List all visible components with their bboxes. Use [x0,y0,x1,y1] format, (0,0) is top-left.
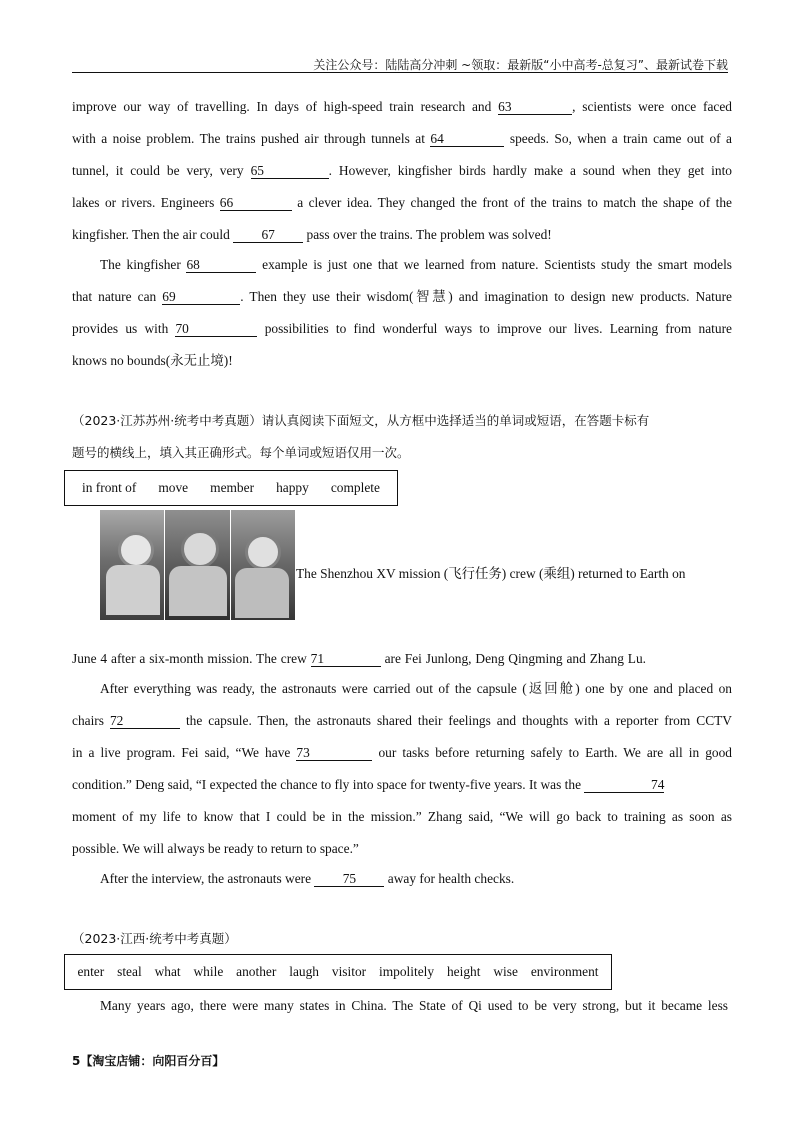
word-option: another [236,964,277,979]
section2-intro-line-2: 题号的横线上，填入其正确形式。每个单词或短语仅用一次。 [72,445,410,460]
passage1-line-7 [72,289,732,305]
photo-panel-2 [164,510,229,620]
text-span: away for health checks. [387,871,515,886]
suit-shape [169,566,227,616]
photo-panel-1 [100,510,164,620]
word-option: in front of [82,480,137,495]
blank-70[interactable]: 70 [175,322,257,337]
text-span: a clever idea. They changed the front of the trains to match the shape of the [297,195,732,210]
blank-74[interactable]: 74 [584,778,664,793]
text-span: provides us with [72,321,169,336]
text-span: . However, kingfisher birds hardly make a sound when they get into [328,163,733,178]
section2-intro-line-1: （2023·江苏苏州·统考中考真题）请认真阅读下面短文，从方框中选择适当的单词或短语，在答题卡标有 [72,413,650,428]
section2-line-9 [100,871,660,887]
word-option: move [158,480,189,495]
text-span: are Fei Junlong, Deng Qingming and Zhang Lu. [384,651,646,666]
word-option: happy [276,480,309,495]
suit-shape [235,568,289,618]
section3-line-1: Many years ago, there were many states in China. The State of Qi used to be very strong, but it became less [100,998,728,1013]
text-span: our tasks before returning safely to Earth. We are all in good [378,745,732,760]
text-span: condition.” Deng said, “I expected the chance to fly into space for twenty-five years. It was the [72,777,582,792]
word-option: enter [77,964,105,979]
blank-65[interactable]: 65 [251,164,329,179]
section2-line-7: moment of my life to know that I could be in the mission.” Zhang said, “We will go back to training as soon as [72,809,732,824]
section2-line-3: After everything was ready, the astronauts were carried out of the capsule (返回舱) one by one and placed on [100,681,732,696]
word-option: height [446,964,481,979]
word-option: steal [117,964,142,979]
text-span: lakes or rivers. Engineers [72,195,215,210]
word-option: impolitely [379,964,435,979]
section2-line-6 [72,777,756,793]
word-option: complete [330,480,380,495]
section3-intro: （2023·江西·统考中考真题） [72,931,237,946]
blank-71[interactable]: 71 [311,652,381,667]
passage1-line-6 [100,257,732,273]
header-divider [72,72,728,73]
text-span: . Then they use their wisdom(智慧) and imagination to design new products. Nature [240,289,732,304]
blank-68[interactable]: 68 [186,258,256,273]
blank-67[interactable]: 67 [233,228,303,243]
text-span: kingfisher. Then the air could [72,227,230,242]
passage1-line-2 [72,131,732,147]
page-footer: 5【淘宝店铺：向阳百分百】 [72,1054,225,1068]
text-span: possibilities to find wonderful ways to improve our lives. Learning from nature [264,321,732,336]
text-span: pass over the trains. The problem was solved! [306,227,552,242]
page-header: 关注公众号：陆陆高分冲刺 ~领取：最新版“小中高考-总复习”、最新试卷下载 [313,58,728,72]
word-option: wise [493,964,518,979]
astronaut-photo [100,510,295,620]
word-option: what [154,964,181,979]
blank-72[interactable]: 72 [110,714,180,729]
passage1-line-3 [72,163,732,179]
photo-panel-3 [230,510,295,620]
section2-line-8: possible. We will always be ready to return to space.” [72,841,359,856]
text-span: in a live program. Fei said, “We have [72,745,291,760]
text-span: The kingfisher [100,257,181,272]
text-span: speeds. So, when a train came out of a [509,131,732,146]
text-span: chairs [72,713,104,728]
passage1-line-9: knows no bounds(永无止境)! [72,353,233,368]
blank-66[interactable]: 66 [220,196,292,211]
text-span: the capsule. Then, the astronauts shared their feelings and thoughts with a reporter from CCTV [185,713,732,728]
section2-line-5 [72,745,732,761]
section2-line-4 [72,713,732,729]
word-option: environment [530,964,599,979]
helmet-shape [181,530,219,568]
blank-69[interactable]: 69 [162,290,240,305]
text-span: tunnel, it could be very, very [72,163,244,178]
blank-75[interactable]: 75 [314,872,384,887]
blank-64[interactable]: 64 [430,132,504,147]
helmet-shape [118,532,154,568]
passage1-line-1 [72,99,732,115]
text-span: June 4 after a six-month mission. The crew [72,651,307,666]
word-option: visitor [331,964,367,979]
section2-line-1: The Shenzhou XV mission (飞行任务) crew (乘组) returned to Earth on [296,566,686,581]
suit-shape [106,565,160,615]
word-option: member [210,480,255,495]
passage1-line-8 [72,321,732,337]
text-span: , scientists were once faced [572,99,732,114]
blank-73[interactable]: 73 [296,746,372,761]
text-span: improve our way of travelling. In days of high-speed train research and [72,99,492,114]
text-span: example is just one that we learned from nature. Scientists study the smart models [262,257,732,272]
word-box-1 [64,470,398,506]
word-option: laugh [289,964,319,979]
text-span: After the interview, the astronauts were [100,871,312,886]
helmet-shape [245,534,281,570]
section2-line-2 [72,651,646,667]
text-span: with a noise problem. The trains pushed air through tunnels at [72,131,425,146]
passage1-line-4 [72,195,732,211]
text-span: that nature can [72,289,157,304]
passage1-line-5 [72,227,732,243]
word-box-2 [64,954,612,990]
blank-63[interactable]: 63 [498,100,572,115]
word-option: while [193,964,224,979]
